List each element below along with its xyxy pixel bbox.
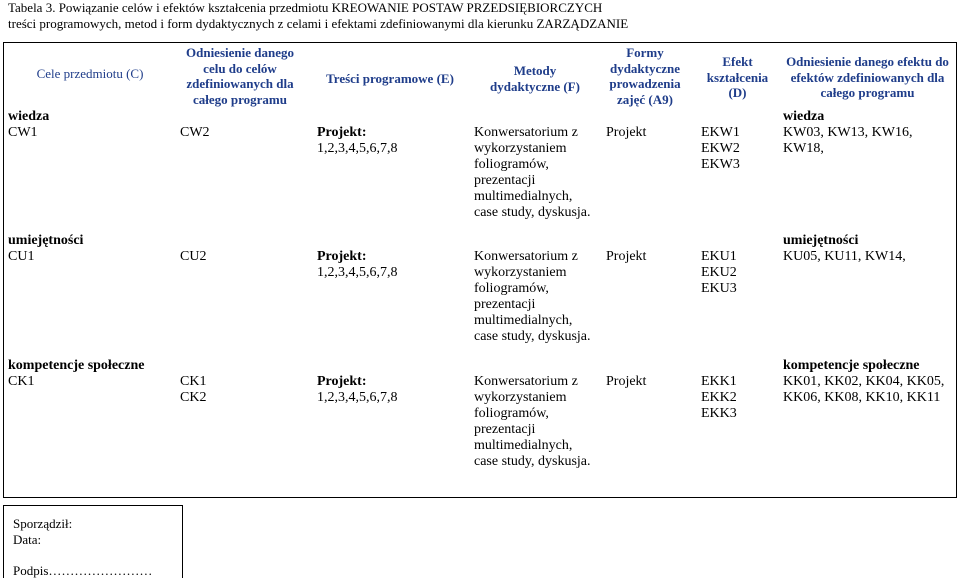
form-cell: Projekt — [606, 249, 647, 264]
effects-cell: EKU1 EKU2 EKU3 — [701, 249, 737, 296]
section-label-skills: umiejętności — [8, 233, 84, 248]
header-effect: Efekt kształcenia (D) — [706, 54, 769, 100]
table-caption — [8, 0, 628, 32]
section-label-social: kompetencje społeczne — [8, 358, 145, 373]
signature-label: Podpis…………………… — [13, 563, 153, 578]
section-label-knowledge: wiedza — [8, 109, 50, 124]
content-cell: Projekt: 1,2,3,4,5,6,7,8 — [317, 374, 398, 405]
section-right-label-knowledge: wiedza — [783, 109, 825, 124]
program-goal-cell: CK1 CK2 — [180, 374, 207, 405]
program-effects-cell: KU05, KU11, KW14, — [783, 249, 906, 264]
header-forms: Formy dydaktyczne prowadzenia zajęć (A9) — [609, 45, 681, 107]
program-goal-cell: CU2 — [180, 249, 207, 264]
signature-box — [3, 505, 183, 578]
form-cell: Projekt — [606, 374, 647, 389]
header-goal-relation: Odniesienie danego celu do celów zdefiniowanych dla całego programu — [186, 45, 294, 107]
caption-line-2: treści programowych, metod i form dydaktycznych z celami i efektami zdefiniowanymi dla kierunku ZARZĄDZANIE — [8, 16, 629, 31]
goal-cell: CK1 — [8, 374, 35, 389]
date-label: Data: — [13, 532, 42, 547]
methods-cell: Konwersatorium z wykorzystaniem foliogramów, prezentacji multimedialnych, case study, dyskusja. — [474, 374, 591, 469]
goal-cell: CU1 — [8, 249, 35, 264]
header-goals: Cele przedmiotu (C) — [36, 66, 144, 81]
caption-line-1: Tabela 3. Powiązanie celów i efektów kształcenia przedmiotu KREOWANIE POSTAW PRZEDSIĘBIORCZYCH — [8, 0, 603, 15]
effects-cell: EKW1 EKW2 EKW3 — [701, 125, 740, 172]
effects-cell: EKK1 EKK2 EKK3 — [701, 374, 737, 421]
header-methods: Metody dydaktyczne (F) — [490, 63, 580, 94]
section-right-label-skills: umiejętności — [783, 233, 859, 248]
section-right-label-social: kompetencje społeczne — [783, 358, 920, 373]
content-cell: Projekt: 1,2,3,4,5,6,7,8 — [317, 249, 398, 280]
header-content: Treści programowe (E) — [326, 71, 454, 86]
program-effects-cell: KK01, KK02, KK04, KK05, KK06, KK08, KK10, KK11 — [783, 374, 945, 405]
methods-cell: Konwersatorium z wykorzystaniem foliogramów, prezentacji multimedialnych, case study, dyskusja. — [474, 249, 591, 344]
header-effect-relation: Odniesienie danego efektu do efektów zdefiniowanych dla całego programu — [786, 54, 949, 100]
methods-cell: Konwersatorium z wykorzystaniem foliogramów, prezentacji multimedialnych, case study, dyskusja. — [474, 125, 591, 220]
program-effects-cell: KW03, KW13, KW16, KW18, — [783, 125, 913, 156]
content-cell: Projekt: 1,2,3,4,5,6,7,8 — [317, 125, 398, 156]
form-cell: Projekt — [606, 125, 647, 140]
prepared-by-label: Sporządził: — [13, 516, 73, 531]
program-goal-cell: CW2 — [180, 125, 210, 140]
goal-cell: CW1 — [8, 125, 38, 140]
